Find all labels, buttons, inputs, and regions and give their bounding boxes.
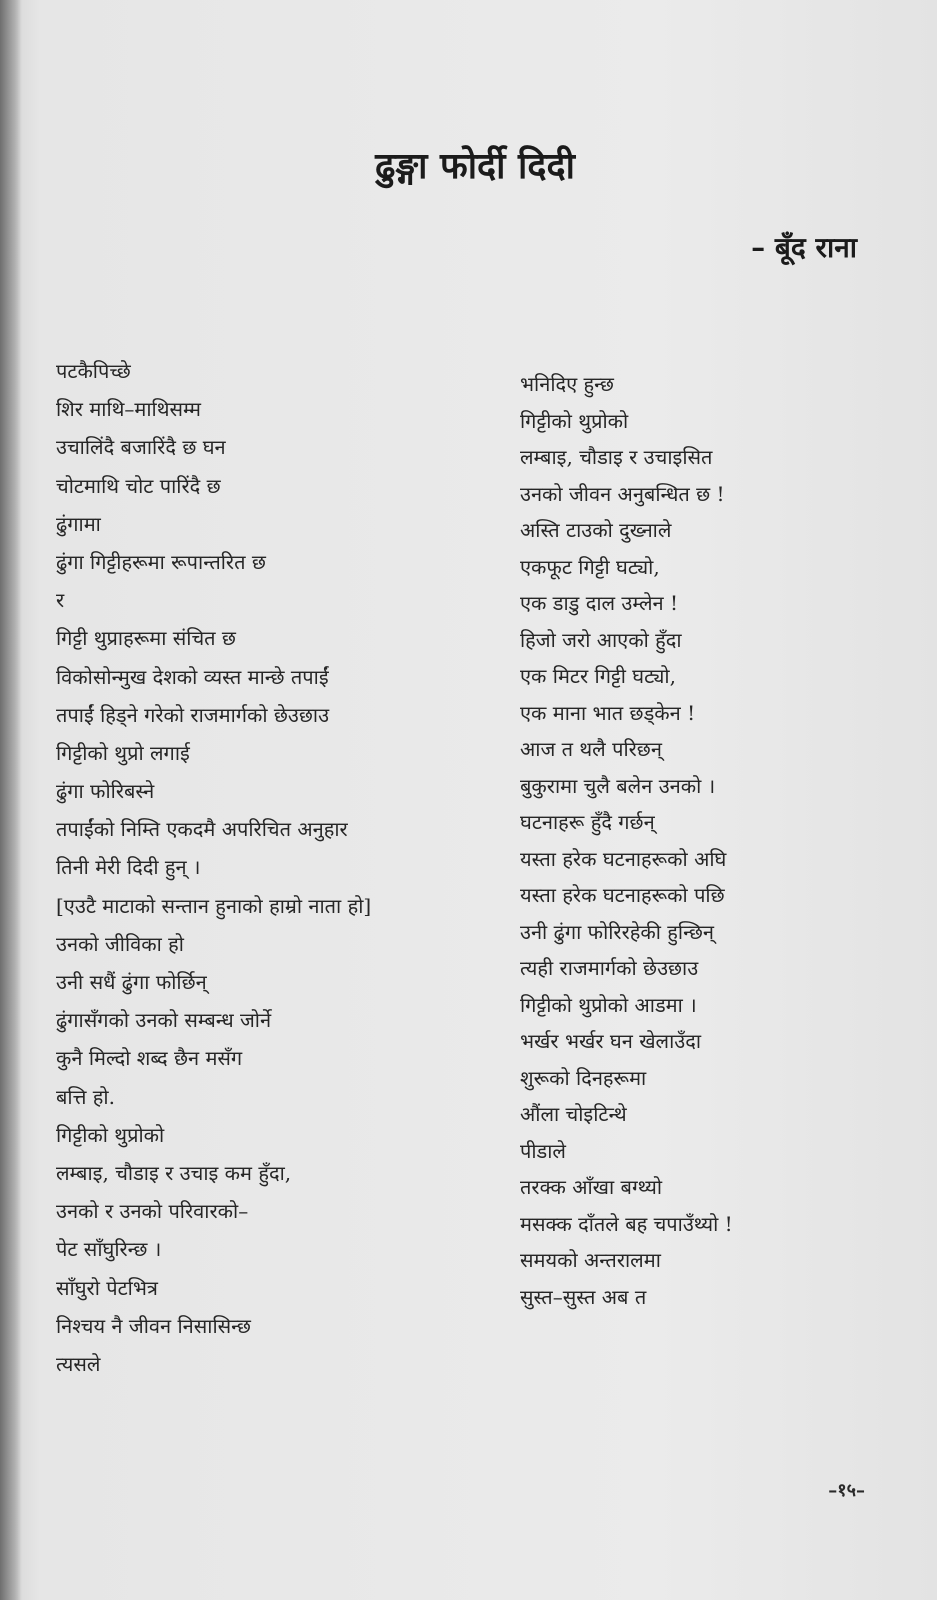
poem-line: एक डाडु दाल उम्लेन ! xyxy=(520,591,679,615)
poem-right-column xyxy=(520,366,900,1315)
poem-line: एक मिटर गिट्टी घट्यो, xyxy=(520,664,676,688)
poem-line: पेट साँघुरिन्छ । xyxy=(56,1237,162,1262)
poem-line: कुनै मिल्दो शब्द छैन मसँग xyxy=(56,1046,243,1071)
poem-line: पीडाले xyxy=(520,1138,566,1163)
poem-line: भनिदिए हुन्छ xyxy=(520,372,614,396)
poem-line: निश्चय नै जीवन निसासिन्छ xyxy=(56,1313,251,1338)
poem-line: ढुंगा फोरिबस्ने xyxy=(56,779,155,804)
poem-line: र xyxy=(56,588,65,613)
poem-line: शिर माथि–माथिसम्म xyxy=(56,397,201,422)
poem-line: गिट्टीको थुप्रोको xyxy=(520,408,629,433)
poem-author: – बूँद राना xyxy=(751,231,857,264)
poem-line: यस्ता हरेक घटनाहरूको पछि xyxy=(520,883,725,907)
poem-line: गिट्टीको थुप्रोको आडमा । xyxy=(520,992,697,1017)
poem-line: गिट्टी थुप्राहरूमा संचित छ xyxy=(56,626,236,651)
poem-line: तपाईंको निम्ति एकदमै अपरिचित अनुहार xyxy=(56,817,348,842)
poem-line: आज त थलै परिछन् xyxy=(520,737,662,761)
poem-line: गिट्टीको थुप्रो लगाई xyxy=(56,740,190,765)
poem-line: बत्ति हो. xyxy=(56,1084,115,1109)
poem-line: विकोसोन्मुख देशको व्यस्त मान्छे तपाईं xyxy=(56,664,329,689)
poem-line: उनी ढुंगा फोरिरहेकी हुन्छिन् xyxy=(520,919,714,944)
poem-line: हिजो जरो आएको हुँदा xyxy=(520,627,682,652)
poem-line: त्यसले xyxy=(56,1351,101,1376)
poem-line: पटकैपिच्छे xyxy=(56,359,131,383)
poem-line: समयको अन्तरालमा xyxy=(520,1248,661,1272)
poem-line: तपाईं हिड्ने गरेको राजमार्गको छेउछाउ xyxy=(56,702,330,727)
poem-line: एक माना भात छड्केन ! xyxy=(520,700,696,725)
poem-line: उचालिंदै बजारिंदै छ घन xyxy=(56,435,226,460)
poem-line: उनको जीविका हो xyxy=(56,931,184,956)
poem-line: ढुंगासँगको उनको सम्बन्ध जोर्ने xyxy=(56,1008,272,1033)
poem-line: त्यही राजमार्गको छेउछाउ xyxy=(520,956,699,980)
poem-line: साँघुरो पेटभित्र xyxy=(56,1275,158,1300)
poem-line: मसक्क दाँतले बह चपाउँथ्यो ! xyxy=(520,1211,733,1236)
poem-line: भर्खर भर्खर घन खेलाउँदा xyxy=(520,1029,702,1053)
poem-line: बुकुरामा चुलै बलेन उनको । xyxy=(520,773,716,798)
poem-line: एकफूट गिट्टी घट्यो, xyxy=(520,554,660,579)
poem-line: शुरूको दिनहरूमा xyxy=(520,1065,647,1090)
poem-line: तिनी मेरी दिदी हुन् । xyxy=(56,855,201,880)
page-number: –१५– xyxy=(828,1480,865,1501)
poem-line: गिट्टीको थुप्रोको xyxy=(56,1122,165,1147)
book-spine-shadow xyxy=(0,0,22,1600)
poem-line: उनको जीवन अनुबन्धित छ ! xyxy=(520,481,725,506)
poem-line: लम्बाइ, चौडाइ र उचाइसित xyxy=(520,445,713,469)
poem-line: उनी सधैं ढुंगा फोर्छिन् xyxy=(56,970,207,994)
poem-line: सुस्त–सुस्त अब त xyxy=(520,1284,647,1309)
poem-line: ढुंगा गिट्टीहरूमा रूपान्तरित छ xyxy=(56,549,266,574)
poem-line: ढुंगामा xyxy=(56,511,101,536)
poem-line: औंला चोइटिन्थे xyxy=(520,1102,627,1126)
poem-line: तरक्क आँखा बग्थ्यो xyxy=(520,1175,663,1199)
poem-line: [एउटै माटाको सन्तान हुनाको हाम्रो नाता हो] xyxy=(56,893,372,918)
poem-line: लम्बाइ, चौडाइ र उचाइ कम हुँदा, xyxy=(56,1160,292,1185)
poem-line: अस्ति टाउको दुख्नाले xyxy=(520,518,672,542)
poem-line: उनको र उनको परिवारको– xyxy=(56,1199,249,1224)
poem-left-column xyxy=(56,352,496,1383)
poem-line: चोटमाथि चोट पारिंदै छ xyxy=(56,473,221,498)
poem-line: घटनाहरू हुँदै गर्छन् xyxy=(520,810,655,834)
poem-line: यस्ता हरेक घटनाहरूको अघि xyxy=(520,846,727,871)
poem-title: ढुङ्गा फोर्दी दिदी xyxy=(375,145,575,187)
